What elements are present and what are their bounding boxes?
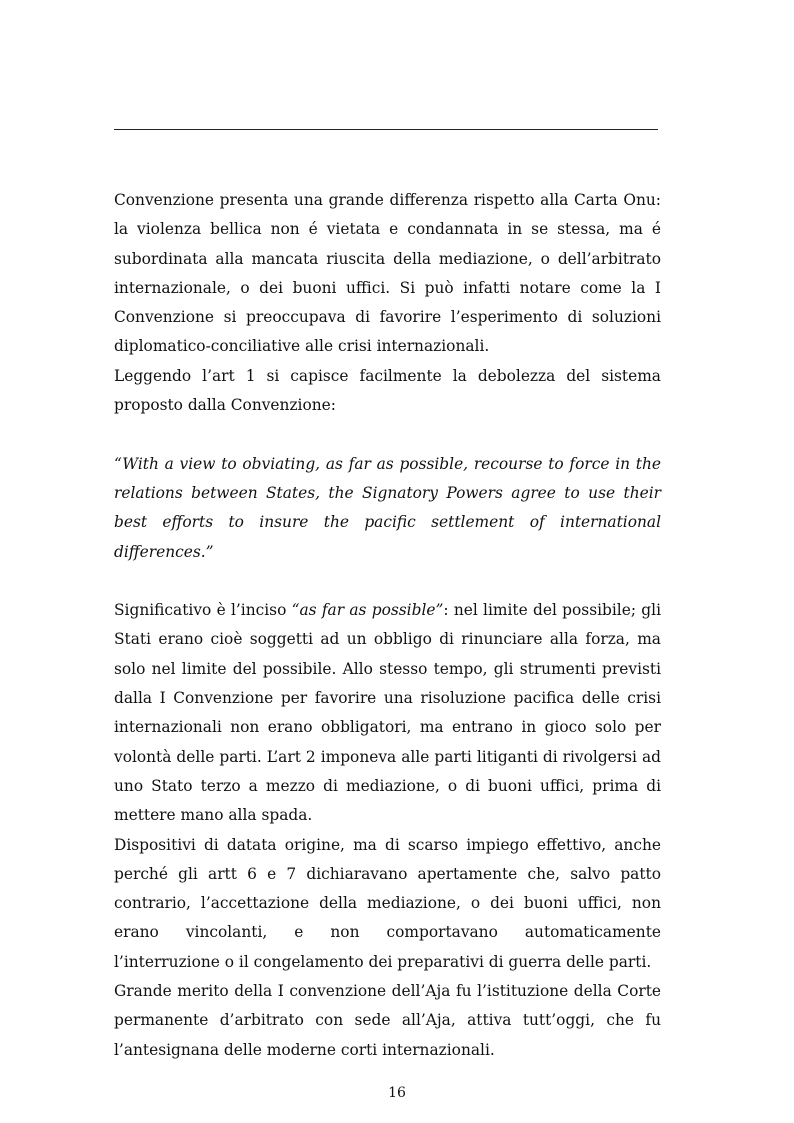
page-number: 16 bbox=[388, 1085, 406, 1101]
paragraph-art-1-intro: Leggendo l’art 1 si capisce facilmente la debolezza del sistema proposto dalla Convenzione: bbox=[114, 366, 661, 415]
paragraph-as-far-as-possible bbox=[114, 596, 661, 830]
paragraph-text: Significativo è l’inciso bbox=[114, 601, 292, 620]
emphasized-phrase: “as far as possible” bbox=[291, 601, 444, 620]
paragraph-corte-permanente: Grande merito della I convenzione dell’Aja fu l’istituzione della Corte permanente d’arbitrato con sede all’Aja, attiva tutt’oggi, che fu l’antesignana delle moderne corti internazionali. bbox=[114, 982, 661, 1059]
paragraph-dispositivi: Dispositivi di datata origine, ma di scarso impiego effettivo, anche perché gli artt 6 e 7 dichiaravano apertamente che, salvo patto contrario, l’accettazione della mediazione, o dei buoni uffici, non erano vincolanti, e non comportavano automaticamente l’interruzione o il congelamento dei preparativi di guerra delle parti. bbox=[114, 835, 661, 971]
paragraph-text: : nel limite del possibile; gli Stati erano cioè soggetti ad un obbligo di rinunciare alla forza, ma solo nel limite del possibile. Allo stesso tempo, gli strumenti previsti dalla I Convenzione per favorire una risoluzione pacifica delle crisi internazionali non erano obbligatori, ma entrano in gioco solo per volontà delle parti. L’art 2 imponeva alle parti litiganti di rivolgersi ad uno Stato terzo a mezzo di mediazione, o di buoni uffici, prima di mettere mano alla spada. bbox=[114, 601, 661, 825]
page-body bbox=[114, 186, 661, 1065]
header-rule bbox=[114, 129, 658, 130]
paragraph-carta-onu: Convenzione presenta una grande differenza rispetto alla Carta Onu: la violenza bellica non é vietata e condannata in se stessa, ma é subordinata alla mancata riuscita della mediazione, o dell’arbitrato internazionale, o dei buoni uffici. Si può infatti notare come la I Convenzione si preoccupava di favorire l’esperimento di soluzioni diplomatico-conciliative alle crisi internazionali. bbox=[114, 191, 661, 356]
quotation-art-1: “With a view to obviating, as far as possible, recourse to force in the relations between States, the Signatory Powers agree to use their best efforts to insure the pacific settlement of international differences.” bbox=[114, 454, 661, 561]
